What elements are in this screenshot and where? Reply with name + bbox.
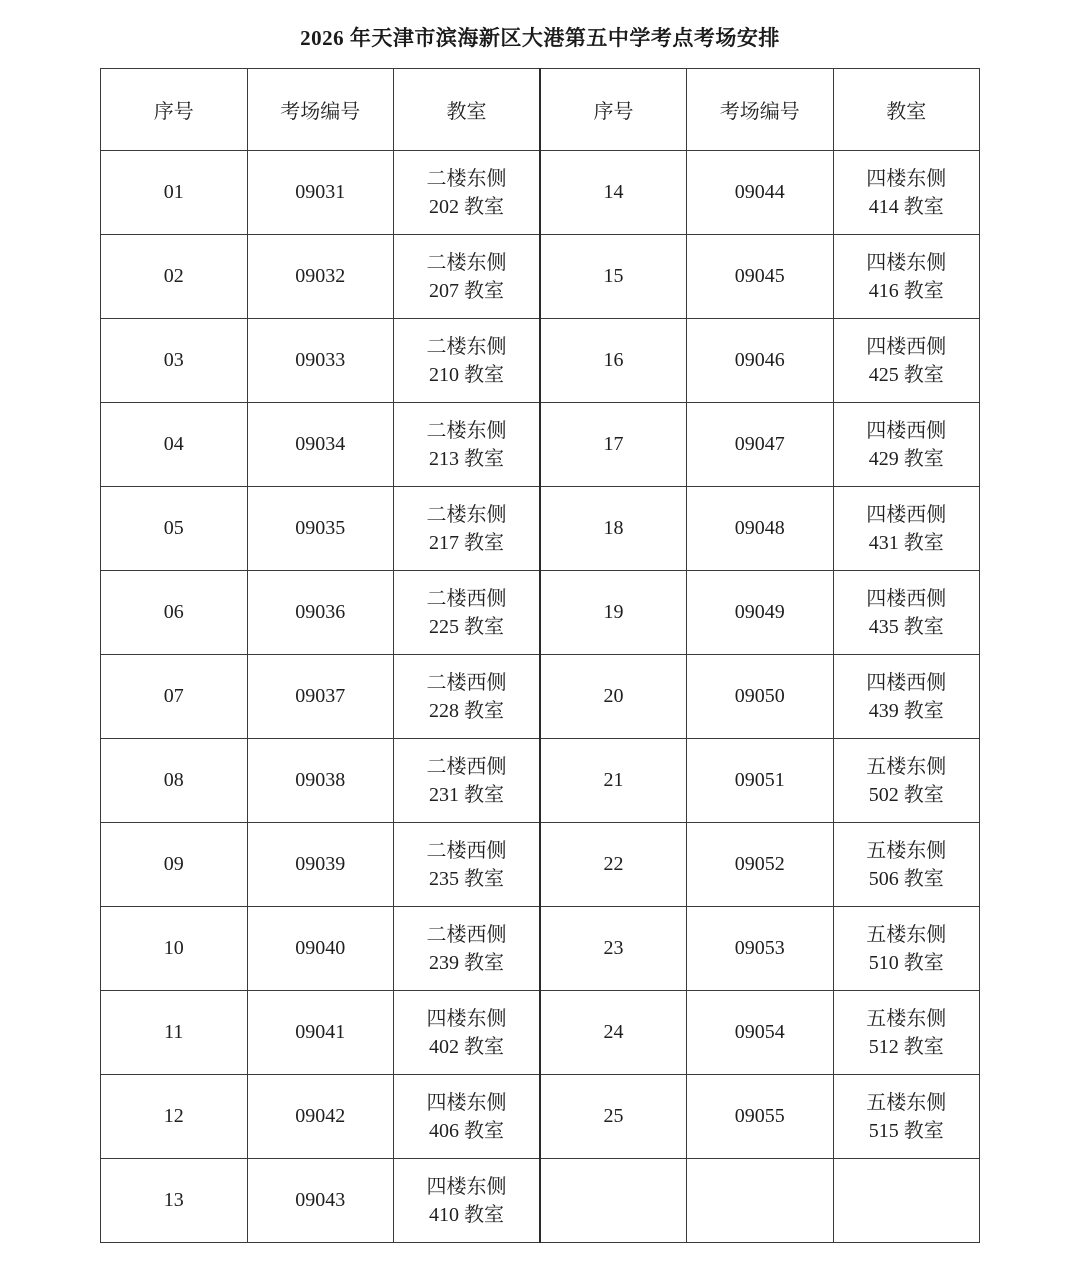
- seq-cell: 12: [101, 1075, 248, 1159]
- classroom-number: 416 教室: [868, 279, 944, 302]
- seq-cell: 10: [101, 907, 248, 991]
- table-row: [101, 907, 980, 991]
- classroom-number: 435 教室: [868, 615, 944, 638]
- table-row: [101, 487, 980, 571]
- classroom-number: 512 教室: [868, 1035, 944, 1058]
- empty-cell: [540, 1159, 687, 1243]
- table-row: [101, 823, 980, 907]
- classroom-floor: 二楼东侧: [426, 503, 507, 526]
- exam-room-code-cell: 09047: [687, 403, 834, 487]
- classroom-number: 414 教室: [868, 195, 944, 218]
- exam-room-code-cell: 09051: [687, 739, 834, 823]
- exam-room-code-cell: 09052: [687, 823, 834, 907]
- exam-room-code-cell: 09039: [247, 823, 394, 907]
- classroom-floor: 二楼东侧: [426, 251, 507, 274]
- classroom-number: 506 教室: [868, 867, 944, 890]
- header-exam-room-code: 考场编号: [247, 69, 394, 151]
- classroom-floor: 四楼西侧: [866, 419, 947, 442]
- exam-room-code-cell: 09043: [247, 1159, 394, 1243]
- exam-room-code-cell: 09042: [247, 1075, 394, 1159]
- classroom-number: 402 教室: [429, 1035, 504, 1058]
- classroom-cell: [394, 991, 541, 1075]
- classroom-cell: [833, 991, 980, 1075]
- table-body: [101, 151, 980, 1243]
- exam-room-code-cell: 09040: [247, 907, 394, 991]
- classroom-cell: [833, 823, 980, 907]
- exam-room-code-cell: 09055: [687, 1075, 834, 1159]
- header-exam-room-code: 考场编号: [687, 69, 834, 151]
- exam-room-code-cell: 09031: [247, 151, 394, 235]
- classroom-floor: 五楼东侧: [866, 1007, 947, 1030]
- classroom-number: 515 教室: [868, 1119, 944, 1142]
- seq-cell: 22: [540, 823, 687, 907]
- classroom-cell: [394, 1075, 541, 1159]
- seq-cell: 19: [540, 571, 687, 655]
- classroom-floor: 二楼东侧: [426, 167, 507, 190]
- classroom-floor: 四楼东侧: [426, 1091, 507, 1114]
- classroom-cell: [833, 1075, 980, 1159]
- classroom-floor: 二楼西侧: [426, 587, 507, 610]
- seq-cell: 02: [101, 235, 248, 319]
- classroom-cell: [833, 739, 980, 823]
- classroom-number: 239 教室: [429, 951, 504, 974]
- classroom-number: 406 教室: [429, 1119, 504, 1142]
- header-seq: 序号: [101, 69, 248, 151]
- classroom-cell: [394, 571, 541, 655]
- classroom-cell: [394, 1159, 541, 1243]
- classroom-number: 235 教室: [429, 867, 504, 890]
- seq-cell: 09: [101, 823, 248, 907]
- classroom-floor: 四楼西侧: [866, 587, 947, 610]
- classroom-cell: [833, 151, 980, 235]
- exam-room-table: [100, 68, 980, 1243]
- classroom-floor: 四楼西侧: [866, 335, 947, 358]
- classroom-cell: [833, 235, 980, 319]
- seq-cell: 21: [540, 739, 687, 823]
- classroom-number: 231 教室: [429, 783, 504, 806]
- seq-cell: 17: [540, 403, 687, 487]
- classroom-cell: [833, 655, 980, 739]
- exam-room-code-cell: 09053: [687, 907, 834, 991]
- table-row: [101, 151, 980, 235]
- classroom-cell: [394, 235, 541, 319]
- exam-room-code-cell: 09046: [687, 319, 834, 403]
- classroom-floor: 四楼东侧: [866, 167, 947, 190]
- classroom-cell: [833, 571, 980, 655]
- table-row: [101, 319, 980, 403]
- seq-cell: 13: [101, 1159, 248, 1243]
- classroom-floor: 四楼西侧: [866, 503, 947, 526]
- classroom-number: 228 教室: [429, 699, 504, 722]
- classroom-number: 425 教室: [868, 363, 944, 386]
- seq-cell: 11: [101, 991, 248, 1075]
- exam-room-code-cell: 09037: [247, 655, 394, 739]
- document-title: 2026 年天津市滨海新区大港第五中学考点考场安排: [300, 26, 780, 50]
- table-row: [101, 1159, 980, 1243]
- classroom-cell: [833, 907, 980, 991]
- classroom-number: 202 教室: [429, 195, 504, 218]
- exam-room-code-cell: 09050: [687, 655, 834, 739]
- classroom-number: 207 教室: [429, 279, 504, 302]
- classroom-cell: [394, 907, 541, 991]
- classroom-floor: 四楼东侧: [866, 251, 947, 274]
- table-row: [101, 739, 980, 823]
- seq-cell: 14: [540, 151, 687, 235]
- table-row: [101, 655, 980, 739]
- table-row: [101, 991, 980, 1075]
- exam-room-code-cell: 09044: [687, 151, 834, 235]
- table-row: [101, 571, 980, 655]
- seq-cell: 05: [101, 487, 248, 571]
- seq-cell: 24: [540, 991, 687, 1075]
- classroom-floor: 二楼东侧: [426, 335, 507, 358]
- table-row: [101, 403, 980, 487]
- exam-room-code-cell: 09032: [247, 235, 394, 319]
- exam-room-code-cell: 09048: [687, 487, 834, 571]
- seq-cell: 15: [540, 235, 687, 319]
- classroom-floor: 五楼东侧: [866, 1091, 947, 1114]
- classroom-floor: 二楼西侧: [426, 671, 507, 694]
- seq-cell: 07: [101, 655, 248, 739]
- empty-cell: [687, 1159, 834, 1243]
- exam-room-code-cell: 09045: [687, 235, 834, 319]
- classroom-floor: 二楼西侧: [426, 923, 507, 946]
- table-header: [101, 69, 980, 151]
- seq-cell: 18: [540, 487, 687, 571]
- header-seq: 序号: [540, 69, 687, 151]
- classroom-number: 502 教室: [868, 783, 944, 806]
- seq-cell: 23: [540, 907, 687, 991]
- seq-cell: 06: [101, 571, 248, 655]
- header-classroom: 教室: [833, 69, 980, 151]
- classroom-cell: [394, 151, 541, 235]
- classroom-number: 217 教室: [429, 531, 504, 554]
- seq-cell: 16: [540, 319, 687, 403]
- classroom-cell: [833, 487, 980, 571]
- exam-room-code-cell: 09036: [247, 571, 394, 655]
- classroom-floor: 二楼西侧: [426, 755, 507, 778]
- table-row: [101, 235, 980, 319]
- exam-room-code-cell: 09049: [687, 571, 834, 655]
- classroom-number: 429 教室: [868, 447, 944, 470]
- classroom-floor: 五楼东侧: [866, 839, 947, 862]
- classroom-number: 510 教室: [868, 951, 944, 974]
- classroom-number: 431 教室: [868, 531, 944, 554]
- table-row: [101, 1075, 980, 1159]
- classroom-number: 439 教室: [868, 699, 944, 722]
- header-row: [101, 69, 980, 151]
- exam-room-code-cell: 09054: [687, 991, 834, 1075]
- exam-room-code-cell: 09033: [247, 319, 394, 403]
- classroom-number: 225 教室: [429, 615, 504, 638]
- classroom-cell: [833, 403, 980, 487]
- exam-room-code-cell: 09041: [247, 991, 394, 1075]
- classroom-cell: [394, 739, 541, 823]
- exam-room-code-cell: 09038: [247, 739, 394, 823]
- classroom-cell: [394, 319, 541, 403]
- classroom-number: 410 教室: [429, 1203, 504, 1226]
- seq-cell: 04: [101, 403, 248, 487]
- header-classroom: 教室: [394, 69, 541, 151]
- classroom-floor: 二楼东侧: [426, 419, 507, 442]
- classroom-number: 213 教室: [429, 447, 504, 470]
- seq-cell: 03: [101, 319, 248, 403]
- classroom-floor: 四楼西侧: [866, 671, 947, 694]
- classroom-number: 210 教室: [429, 363, 504, 386]
- exam-room-code-cell: 09034: [247, 403, 394, 487]
- classroom-floor: 四楼东侧: [426, 1007, 507, 1030]
- seq-cell: 08: [101, 739, 248, 823]
- seq-cell: 25: [540, 1075, 687, 1159]
- exam-room-code-cell: 09035: [247, 487, 394, 571]
- classroom-floor: 四楼东侧: [426, 1175, 507, 1198]
- empty-cell: [833, 1159, 980, 1243]
- classroom-cell: [394, 823, 541, 907]
- classroom-cell: [394, 487, 541, 571]
- seq-cell: 01: [101, 151, 248, 235]
- classroom-floor: 五楼东侧: [866, 755, 947, 778]
- classroom-floor: 五楼东侧: [866, 923, 947, 946]
- classroom-cell: [394, 403, 541, 487]
- classroom-cell: [394, 655, 541, 739]
- classroom-cell: [833, 319, 980, 403]
- classroom-floor: 二楼西侧: [426, 839, 507, 862]
- seq-cell: 20: [540, 655, 687, 739]
